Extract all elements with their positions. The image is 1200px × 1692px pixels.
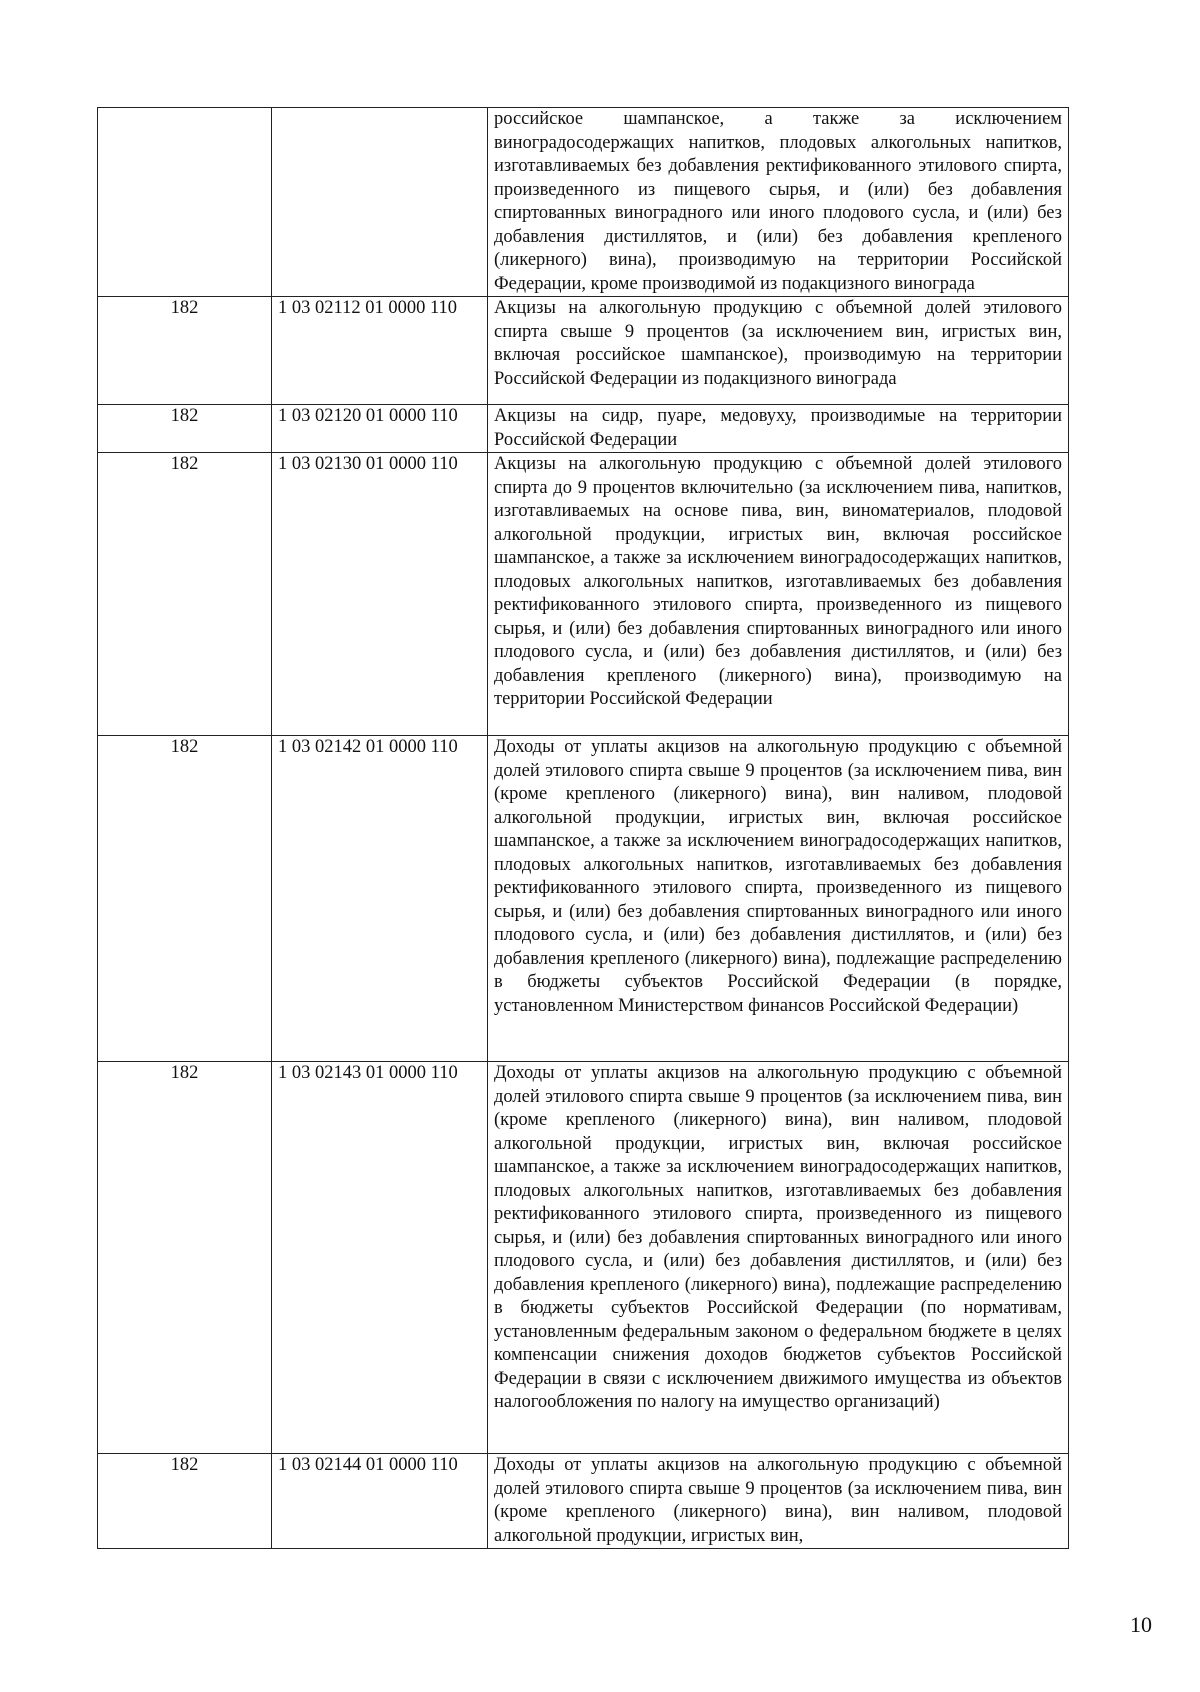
table-row	[98, 108, 1069, 297]
admin-code-cell: 182	[98, 1062, 272, 1454]
page-number: 10	[1130, 1612, 1152, 1637]
description-cell: российское шампанское, а также за исключением виноградосодержащих напитков, плодовых алкогольных напитков, изготавливаемых без добавления ректификованного этилового спирта, произведенного из пищевого сырья, и (или) без добавления спиртованных виноградного или иного плодового сусла, и (или) без добавления дистиллятов, и (или) без добавления крепленого (ликерного) вина), производимую на территории Российской Федерации, кроме производимой из подакцизного винограда	[488, 108, 1069, 297]
description-cell: Акцизы на алкогольную продукцию с объемной долей этилового спирта свыше 9 процентов (за исключением вин, игристых вин, включая российское шампанское), производимую на территории Российской Федерации из подакцизного винограда	[488, 297, 1069, 405]
kbk-code-cell: 1 03 02143 01 0000 110	[272, 1062, 488, 1454]
kbk-code-cell: 1 03 02144 01 0000 110	[272, 1454, 488, 1549]
admin-code-cell: 182	[98, 297, 272, 405]
description-cell: Доходы от уплаты акцизов на алкогольную продукцию с объемной долей этилового спирта свыше 9 процентов (за исключением пива, вин (кроме крепленого (ликерного) вина), вин наливом, плодовой алкогольной продукции, игристых вин, включая российское шампанское, а также за исключением виноградосодержащих напитков, плодовых алкогольных напитков, изготавливаемых без добавления ректификованного этилового спирта, произведенного из пищевого сырья, и (или) без добавления спиртованных виноградного или иного плодового сусла, и (или) без добавления дистиллятов, и (или) без добавления крепленого (ликерного) вина), подлежащие распределению в бюджеты субъектов Российской Федерации (в порядке, установленном Министерством финансов Российской Федерации)	[488, 736, 1069, 1062]
description-cell: Доходы от уплаты акцизов на алкогольную продукцию с объемной долей этилового спирта свыше 9 процентов (за исключением пива, вин (кроме крепленого (ликерного) вина), вин наливом, плодовой алкогольной продукции, игристых вин, включая российское шампанское, а также за исключением виноградосодержащих напитков, плодовых алкогольных напитков, изготавливаемых без добавления ректификованного этилового спирта, произведенного из пищевого сырья, и (или) без добавления спиртованных виноградного или иного плодового сусла, и (или) без добавления дистиллятов, и (или) без добавления крепленого (ликерного) вина), подлежащие распределению в бюджеты субъектов Российской Федерации (по нормативам, установленным федеральным законом о федеральном бюджете в целях компенсации снижения доходов бюджетов субъектов Российской Федерации в связи с исключением движимого имущества из объектов налогообложения по налогу на имущество организаций)	[488, 1062, 1069, 1454]
admin-code-cell: 182	[98, 1454, 272, 1549]
kbk-code-cell: 1 03 02120 01 0000 110	[272, 405, 488, 453]
admin-code-cell: 182	[98, 736, 272, 1062]
table-row	[98, 1062, 1069, 1454]
table-row	[98, 1454, 1069, 1549]
revenue-classification-table	[97, 107, 1069, 1549]
kbk-code-cell: 1 03 02130 01 0000 110	[272, 453, 488, 736]
admin-code-cell	[98, 108, 272, 297]
kbk-code-cell	[272, 108, 488, 297]
table-row	[98, 405, 1069, 453]
table-row	[98, 297, 1069, 405]
admin-code-cell: 182	[98, 405, 272, 453]
table-row	[98, 736, 1069, 1062]
description-cell: Доходы от уплаты акцизов на алкогольную продукцию с объемной долей этилового спирта свыше 9 процентов (за исключением пива, вин (кроме крепленого (ликерного) вина), вин наливом, плодовой алкогольной продукции, игристых вин,	[488, 1454, 1069, 1549]
kbk-code-cell: 1 03 02112 01 0000 110	[272, 297, 488, 405]
description-cell: Акцизы на сидр, пуаре, медовуху, производимые на территории Российской Федерации	[488, 405, 1069, 453]
description-cell: Акцизы на алкогольную продукцию с объемной долей этилового спирта до 9 процентов включительно (за исключением пива, напитков, изготавливаемых на основе пива, вин, виноматериалов, плодовой алкогольной продукции, игристых вин, включая российское шампанское, а также за исключением виноградосодержащих напитков, плодовых алкогольных напитков, изготавливаемых без добавления ректификованного этилового спирта, произведенного из пищевого сырья, и (или) без добавления спиртованных виноградного или иного плодового сусла, и (или) без добавления дистиллятов, и (или) без добавления крепленого (ликерного) вина), производимую на территории Российской Федерации	[488, 453, 1069, 736]
table-row	[98, 453, 1069, 736]
kbk-code-cell: 1 03 02142 01 0000 110	[272, 736, 488, 1062]
admin-code-cell: 182	[98, 453, 272, 736]
